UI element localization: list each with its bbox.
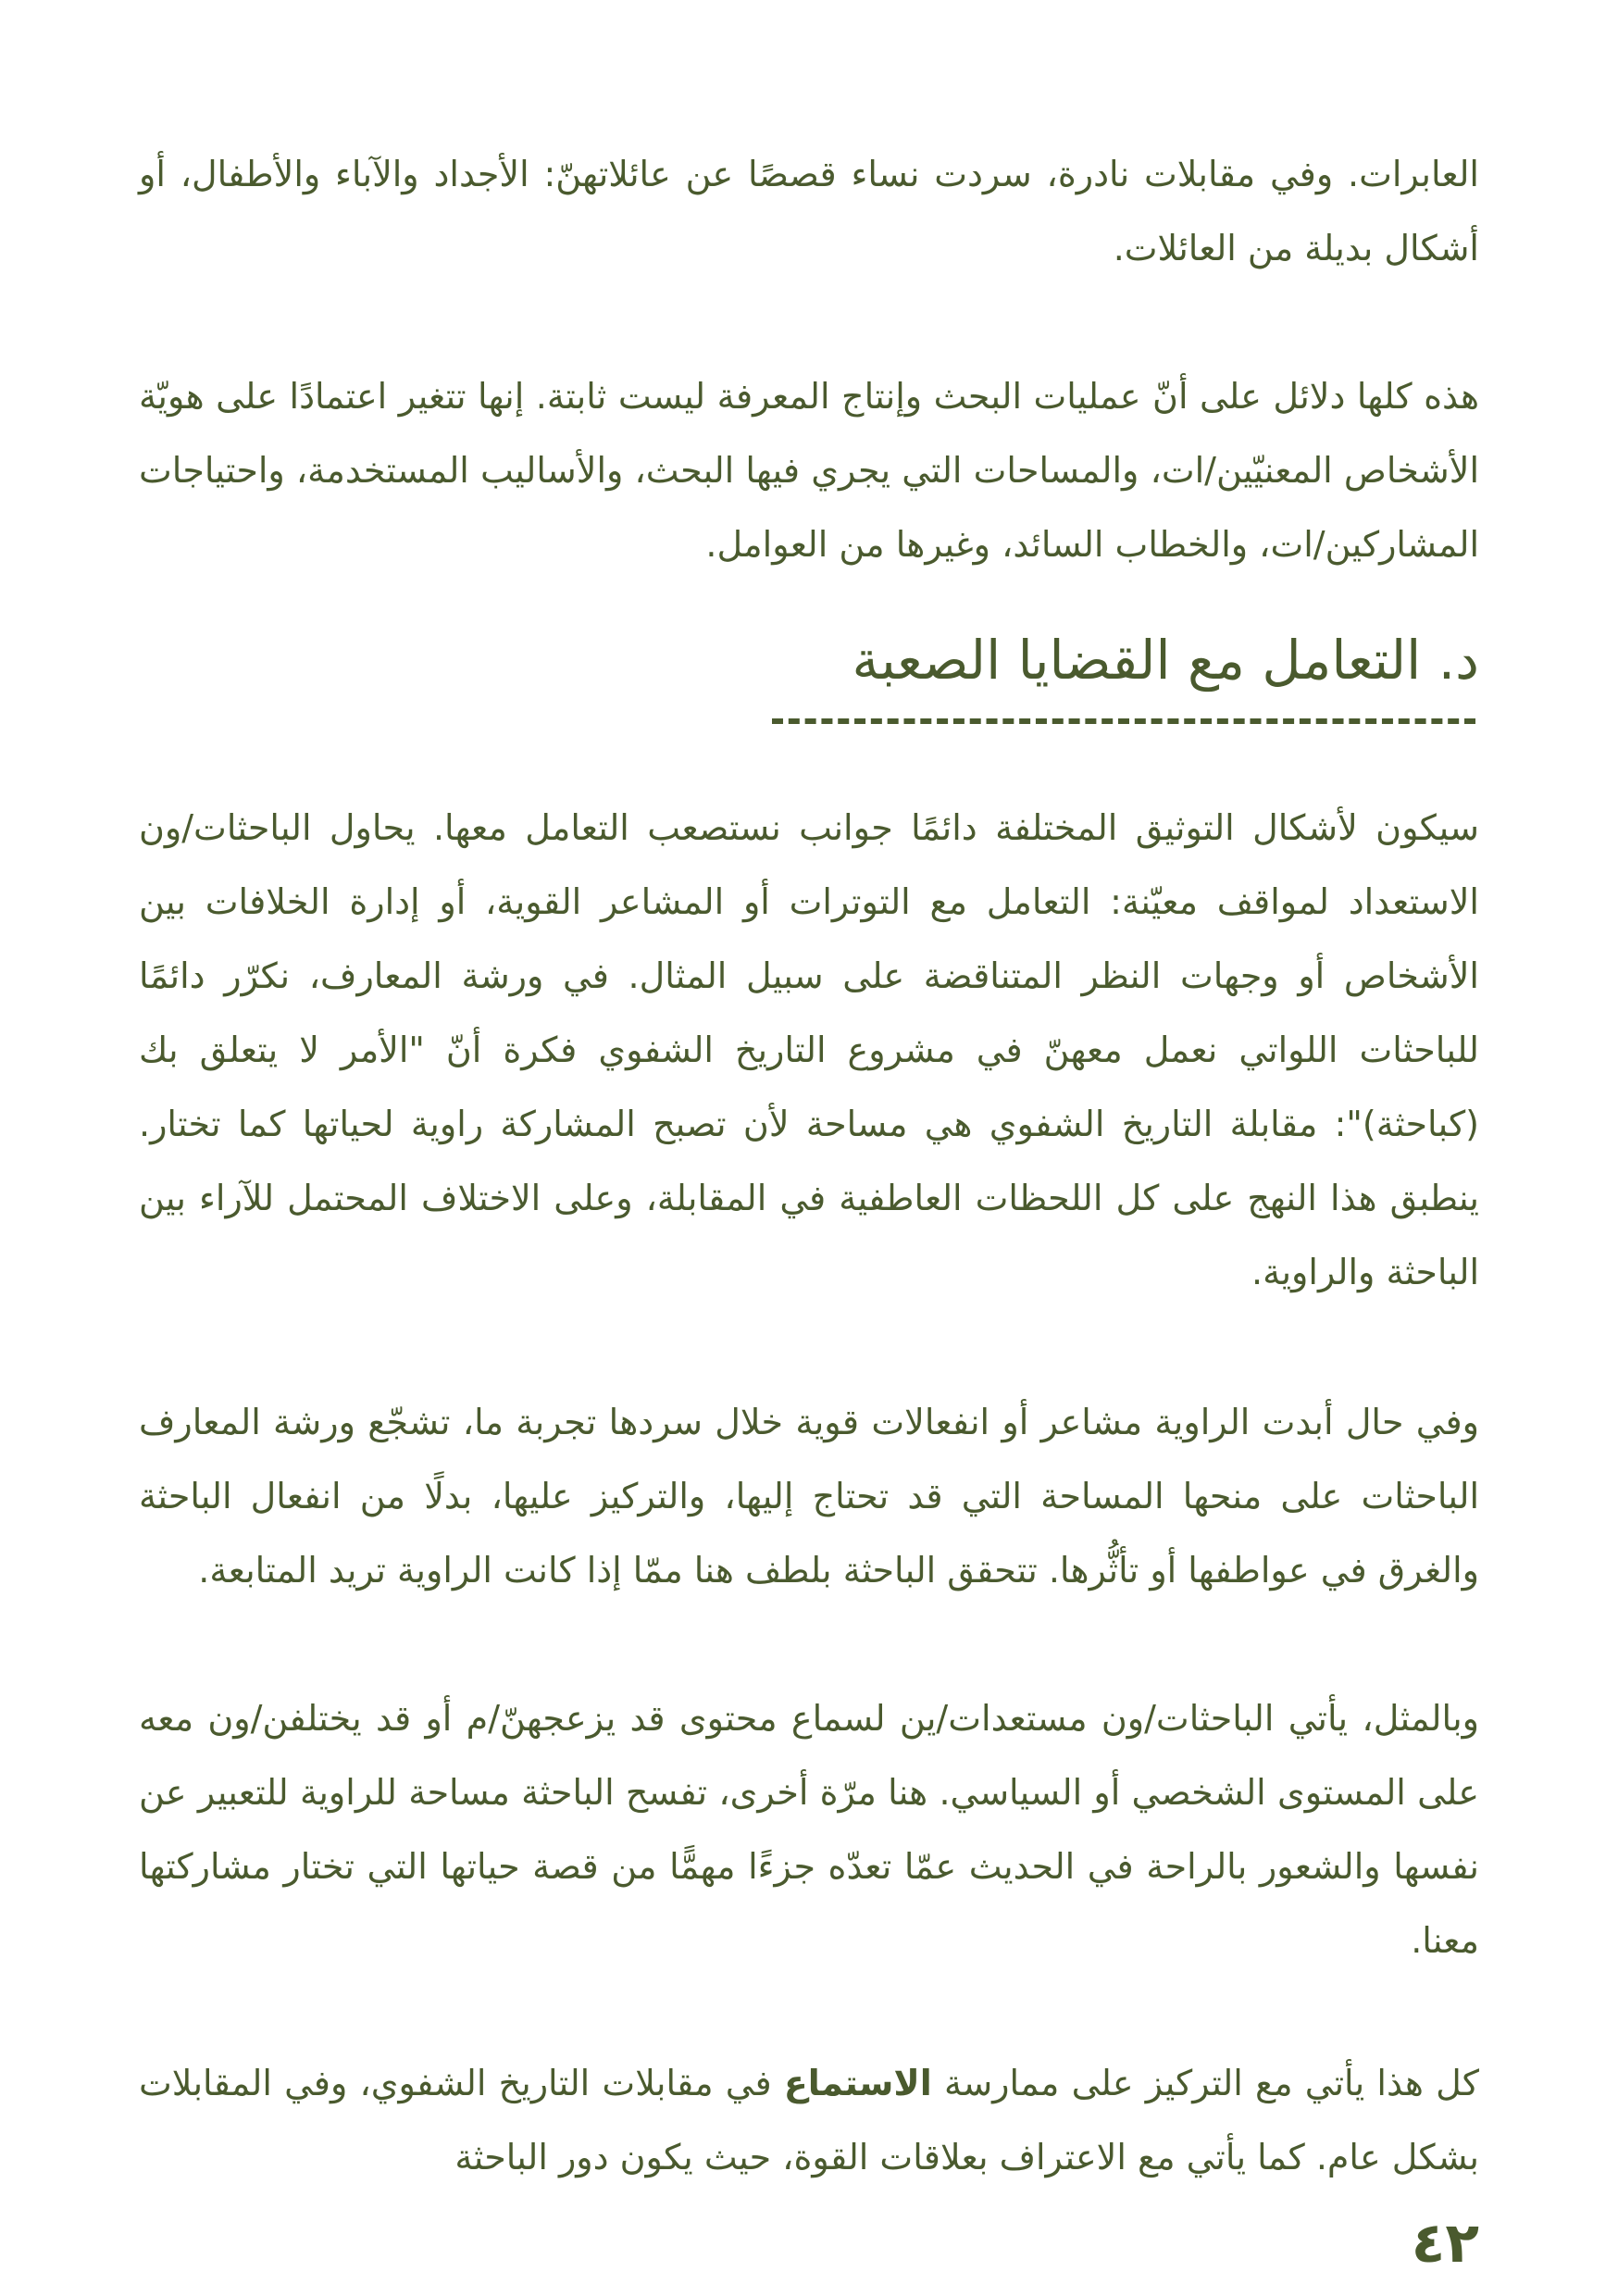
page-number: ٤٢ xyxy=(1411,2211,1479,2276)
paragraph-listening-practice xyxy=(139,2046,1479,2194)
paragraph-difficult-aspects: سيكون لأشكال التوثيق المختلفة دائمًا جوانب نستصعب التعامل معها. يحاول الباحثات/ون الاستعداد لمواقف معيّنة: التعامل مع التوترات أو المشاعر القوية، أو إدارة الخلافات بين الأشخاص أو وجهات النظر المتناقضة على سبيل المثال. في ورشة المعارف، نكرّر دائمًا للباحثات اللواتي نعمل معهنّ في مشروع التاريخ الشفوي فكرة أنّ "الأمر لا يتعلق بك (كباحثة)": مقابلة التاريخ الشفوي هي مساحة لأن تصبح المشاركة راوية لحياتها كما تختار. ينطبق هذا النهج على كل اللحظات العاطفية في المقابلة، وعلى الاختلاف المحتمل للآراء بين الباحثة والراوية. xyxy=(139,807,1479,1292)
section-heading: د. التعامل مع القضايا الصعبة xyxy=(852,629,1479,692)
paragraph-families: العابرات. وفي مقابلات نادرة، سردت نساء قصصًا عن عائلاتهنّ: الأجداد والآباء والأطفال، أو أشكال بديلة من العائلات. xyxy=(139,154,1479,268)
emphasized-word-listening: الاستماع xyxy=(783,2063,932,2103)
paragraph-strong-emotions: وفي حال أبدت الراوية مشاعر أو انفعالات قوية خلال سردها تجربة ما، تشجّع ورشة المعارف الباحثات على منحها المساحة التي قد تحتاج إليها، والتركيز عليها، بدلًا من انفعال الباحثة والغرق في عواطفها أو تأثُّرها. تتحقق الباحثة بلطف هنا ممّا إذا كانت الراوية تريد المتابعة. xyxy=(139,1402,1479,1591)
paragraph-knowledge-production: هذه كلها دلائل على أنّ عمليات البحث وإنتاج المعرفة ليست ثابتة. إنها تتغير اعتمادًا على هويّة الأشخاص المعنيّين/ات، والمساحات التي يجري فيها البحث، والأساليب المستخدمة، واحتياجات المشاركين/ات، والخطاب السائد، وغيرها من العوامل. xyxy=(139,376,1479,565)
page-body xyxy=(139,137,1479,2194)
paragraph-listening-text-start: كل هذا يأتي مع التركيز على ممارسة xyxy=(931,2063,1479,2103)
paragraph-listening-text-end: في مقابلات التاريخ الشفوي، وفي المقابلات بشكل عام. كما يأتي مع الاعتراف بعلاقات القوة، حيث يكون دور الباحثة xyxy=(139,2063,1479,2177)
heading-dashed-rule xyxy=(772,718,1475,724)
paragraph-disagreeing-content: وبالمثل، يأتي الباحثات/ون مستعدات/ين لسماع محتوى قد يزعجهنّ/م أو قد يختلفن/ون معه على المستوى الشخصي أو السياسي. هنا مرّة أخرى، تفسح الباحثة مساحة للراوية للتعبير عن نفسها والشعور بالراحة في الحديث عمّا تعدّه جزءًا مهمًّا من قصة حياتها التي تختار مشاركتها معنا. xyxy=(139,1698,1479,1961)
